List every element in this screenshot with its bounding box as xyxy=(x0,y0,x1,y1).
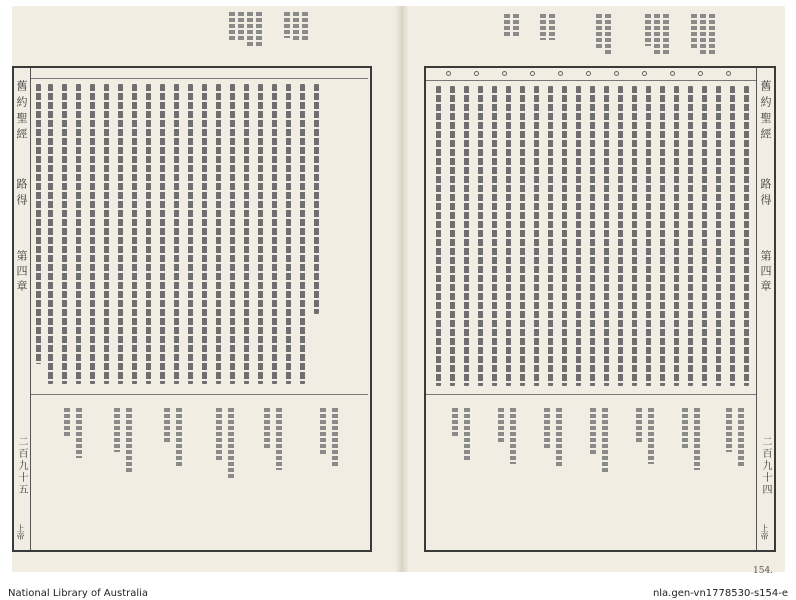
left-text-frame xyxy=(12,66,372,552)
handwritten-page-note: 154. xyxy=(753,566,774,576)
right-book-name: 路得 xyxy=(759,178,772,210)
right-header-rule xyxy=(426,80,756,81)
left-notes-rule xyxy=(31,394,368,395)
left-head-rule xyxy=(30,68,31,550)
left-page-number: 二百九十五 xyxy=(16,436,27,496)
right-chapter-label: 第四章 xyxy=(759,250,772,295)
left-book-name: 路得 xyxy=(15,178,28,210)
right-text-frame xyxy=(424,66,776,552)
left-page xyxy=(12,6,395,572)
right-head-rule xyxy=(756,68,757,550)
left-running-title: 舊約聖經 xyxy=(15,80,28,144)
right-notes-rule xyxy=(426,394,756,395)
right-page-mark: 上帝 xyxy=(760,524,769,540)
right-running-title: 舊約聖經 xyxy=(759,80,772,144)
footer-item-id: nla.gen-vn1778530-s154-e xyxy=(652,588,788,599)
book-gutter xyxy=(395,6,409,572)
left-page-mark: 上帝 xyxy=(16,524,25,540)
left-header-rule xyxy=(31,78,368,79)
footer-library-name: National Library of Australia xyxy=(8,588,149,599)
right-page-number: 二百九十四 xyxy=(760,436,771,496)
right-page xyxy=(409,6,785,576)
left-chapter-label: 第四章 xyxy=(15,250,28,295)
